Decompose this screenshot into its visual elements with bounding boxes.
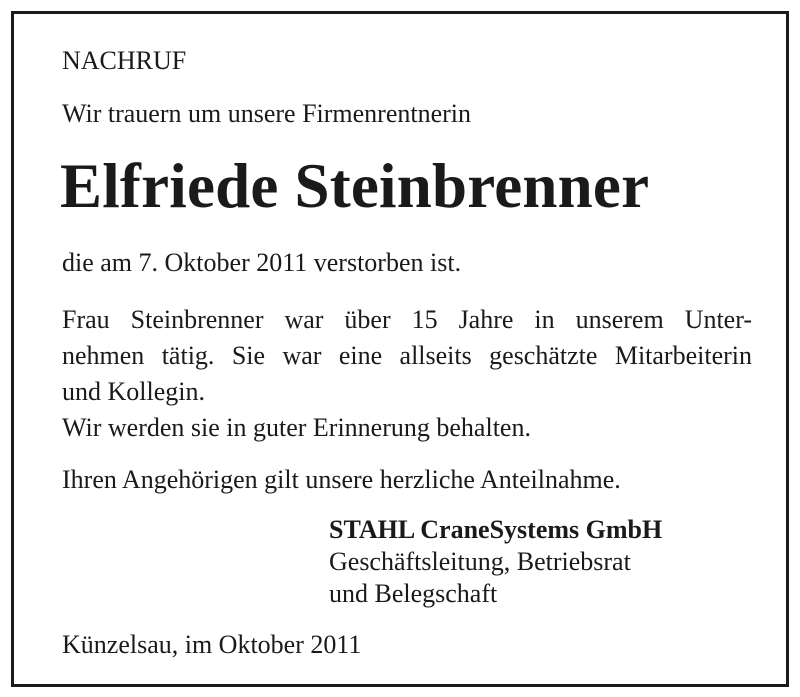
tribute-paragraph	[62, 302, 752, 446]
tribute-line-4: Wir werden sie in guter Erinnerung behalten.	[62, 413, 531, 442]
place-date-line: Künzelsau, im Oktober 2011	[62, 630, 362, 659]
deceased-name: Elfriede Steinbrenner	[60, 151, 650, 221]
death-date-line: die am 7. Oktober 2011 verstorben ist.	[62, 248, 462, 277]
company-name: STAHL CraneSystems GmbH	[329, 515, 663, 544]
condolence-line: Ihren Angehörigen gilt unsere herzliche Anteilnahme.	[62, 465, 621, 494]
obituary-notice	[11, 11, 789, 687]
signature-line-3: und Belegschaft	[329, 579, 498, 608]
tribute-line-1: Frau Steinbrenner war über 15 Jahre in unserem Unter-	[62, 305, 752, 334]
intro-line: Wir trauern um unsere Firmenrentnerin	[62, 99, 472, 128]
signature-line-2: Geschäftsleitung, Betriebsrat	[329, 547, 631, 576]
tribute-line-2: nehmen tätig. Sie war eine allseits geschätzte Mitarbeiterin	[62, 341, 752, 370]
tribute-line-3: und Kollegin.	[62, 377, 205, 406]
signature-block	[329, 514, 662, 610]
notice-heading: NACHRUF	[62, 46, 187, 75]
